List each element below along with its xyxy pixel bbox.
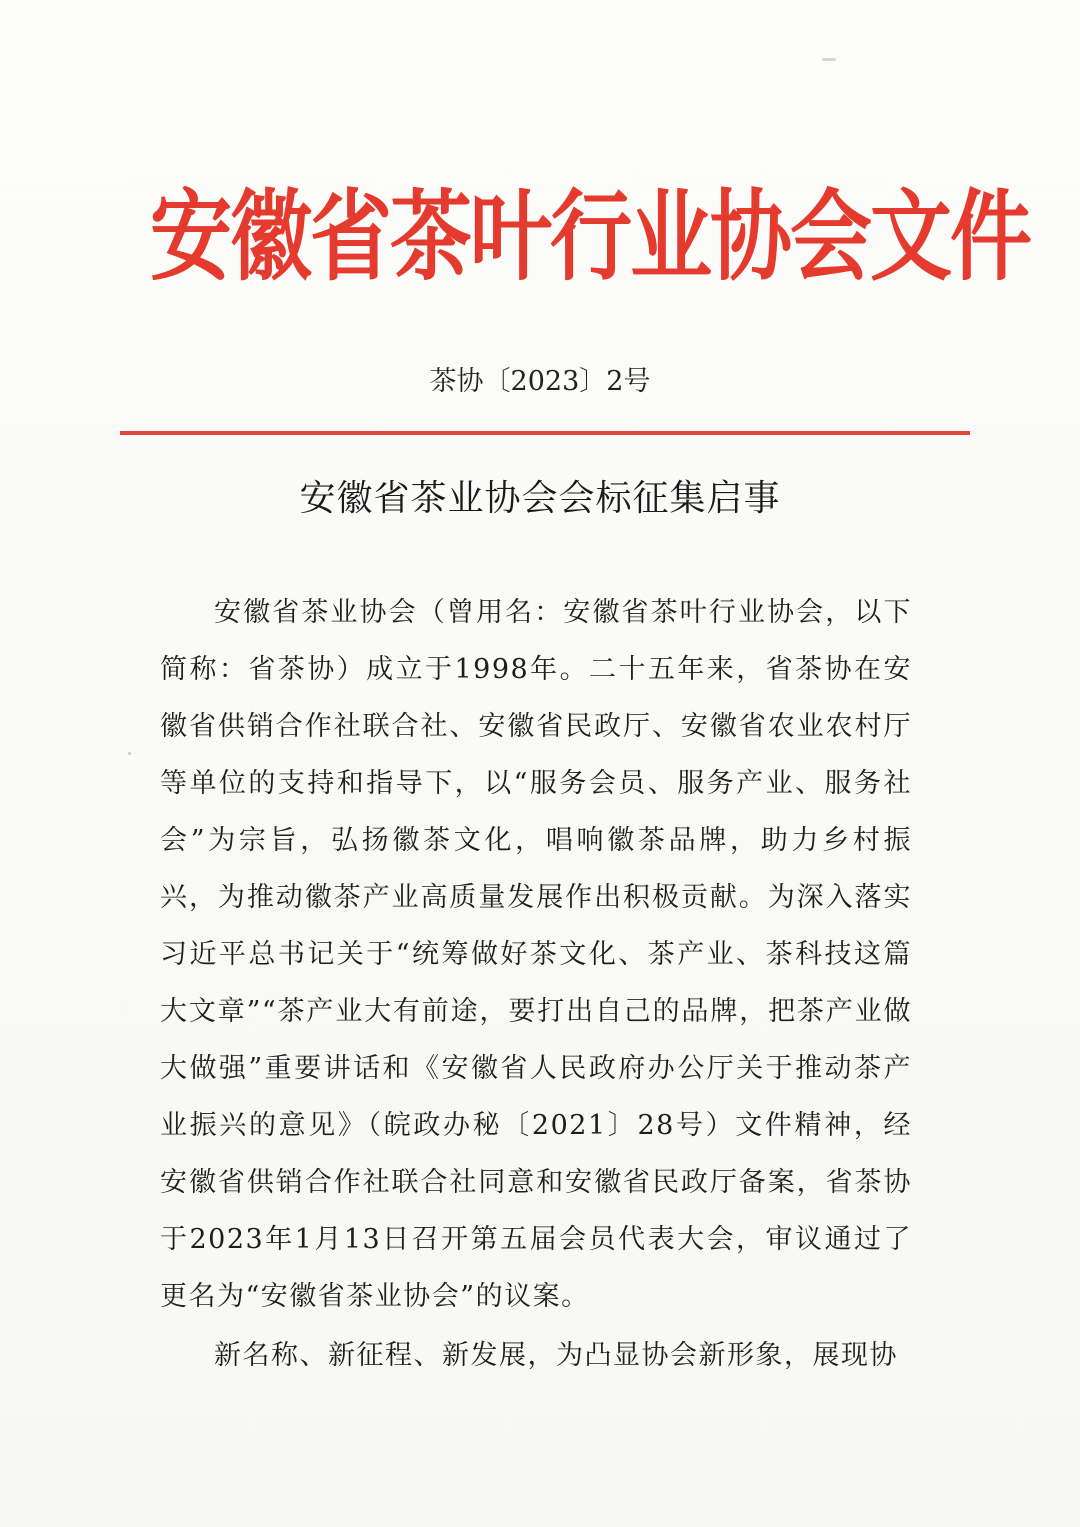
body-paragraph: 安徽省茶业协会（曾用名：安徽省茶叶行业协会，以下简称：省茶协）成立于1998年。二十五年来，省茶协在安徽省供销合作社联合社、安徽省民政厅、安徽省农业农村厅等单位的支持和指导下，以“服务会员、服务产业、服务社会”为宗旨，弘扬徽茶文化，唱响徽茶品牌，助力乡村振兴，为推动徽茶产业高质量发展作出积极贡献。为深入落实习近平总书记关于“统筹做好茶文化、茶产业、茶科技这篇大文章”“茶产业大有前途，要打出自己的品牌，把茶产业做大做强”重要讲话和《安徽省人民政府办公厅关于推动茶产业振兴的意见》（皖政办秘〔2021〕28号）文件精神，经安徽省供销合作社联合社同意和安徽省民政厅备案，省茶协于2023年1月13日召开第五届会员代表大会，审议通过了更名为“安徽省茶业协会”的议案。 (160, 597, 912, 1312)
document-number: 茶协〔2023〕2号 (429, 366, 651, 397)
notice-title: 安徽省茶业协会会标征集启事 (299, 478, 781, 519)
body-paragraph: 新名称、新征程、新发展，为凸显协会新形象，展现协 (214, 1340, 898, 1371)
body-text (160, 584, 912, 1384)
scan-speck (128, 752, 131, 755)
document-header-title: 安徽省茶叶行业协会文件 (150, 179, 1031, 295)
red-divider-line (120, 431, 970, 435)
scan-speck (822, 58, 836, 61)
